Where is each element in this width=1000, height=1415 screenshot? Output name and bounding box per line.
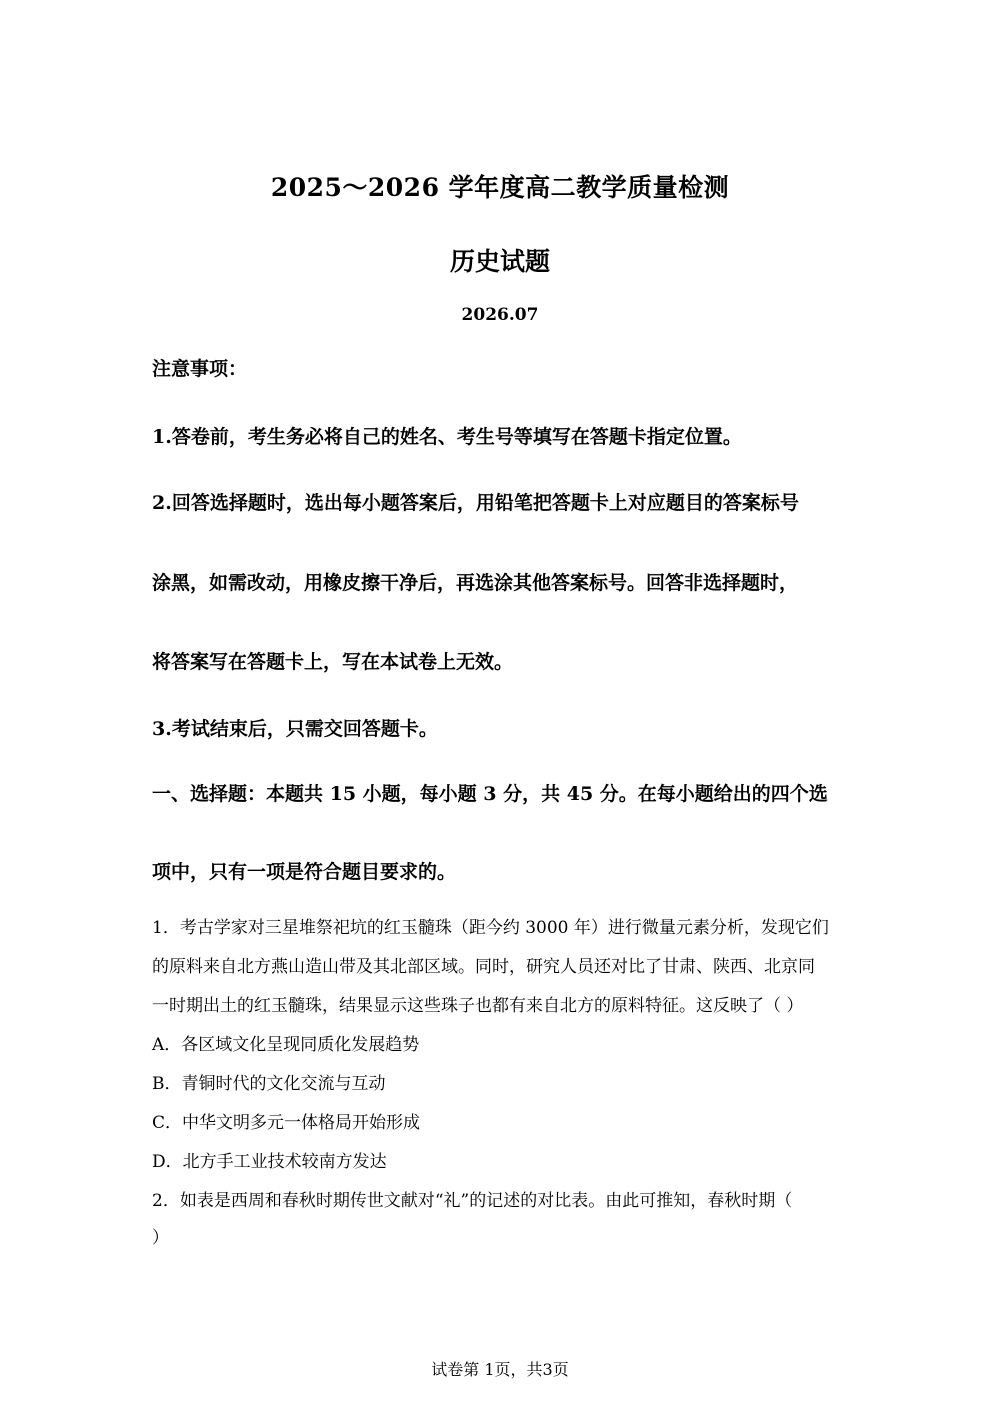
section-heading-line: 项中，只有一项是符合题目要求的。 — [152, 861, 457, 883]
question-1-line: 1．考古学家对三星堆祭祀坑的红玉髓珠（距今约 3000 年）进行微量元素分析，发现它们 — [152, 918, 829, 938]
notice-line: 2.回答选择题时，选出每小题答案后，用铅笔把答题卡上对应题目的答案标号 — [152, 492, 799, 514]
question-1-option-c: C．中华文明多元一体格局开始形成 — [152, 1113, 421, 1133]
notice-heading: 注意事项： — [152, 358, 248, 380]
exam-title: 2025～2026 学年度高二教学质量检测 — [270, 173, 730, 202]
notice-line: 1.答卷前，考生务必将自己的姓名、考生号等填写在答题卡指定位置。 — [152, 426, 742, 448]
question-1-option-d: D．北方手工业技术较南方发达 — [152, 1152, 387, 1172]
notice-line: 涂黑，如需改动，用橡皮擦干净后，再选涂其他答案标号。回答非选择题时， — [152, 572, 799, 594]
exam-subject: 历史试题 — [449, 247, 550, 276]
question-1-line: 一时期出土的红玉髓珠，结果显示这些珠子也都有来自北方的原料特征。这反映了（ ） — [152, 996, 804, 1016]
notice-line: 3.考试结束后，只需交回答题卡。 — [152, 718, 438, 740]
page-footer: 试卷第 1页，共3页 — [431, 1360, 569, 1379]
notice-line: 将答案写在答题卡上，写在本试卷上无效。 — [152, 651, 514, 673]
question-1-option-b: B．青铜时代的文化交流与互动 — [152, 1074, 386, 1094]
question-1-line: 的原料来自北方燕山造山带及其北部区域。同时，研究人员还对比了甘肃、陕西、北京同 — [152, 957, 815, 977]
question-2-line: ） — [152, 1228, 169, 1248]
section-heading-line: 一、选择题：本题共 15 小题，每小题 3 分，共 45 分。在每小题给出的四个选 — [152, 783, 828, 805]
question-2-line: 2．如表是西周和春秋时期传世文献对“礼”的记述的对比表。由此可推知，春秋时期（ — [152, 1191, 793, 1211]
question-1-option-a: A．各区域文化呈现同质化发展趋势 — [152, 1035, 420, 1055]
exam-date: 2026.07 — [461, 305, 539, 325]
